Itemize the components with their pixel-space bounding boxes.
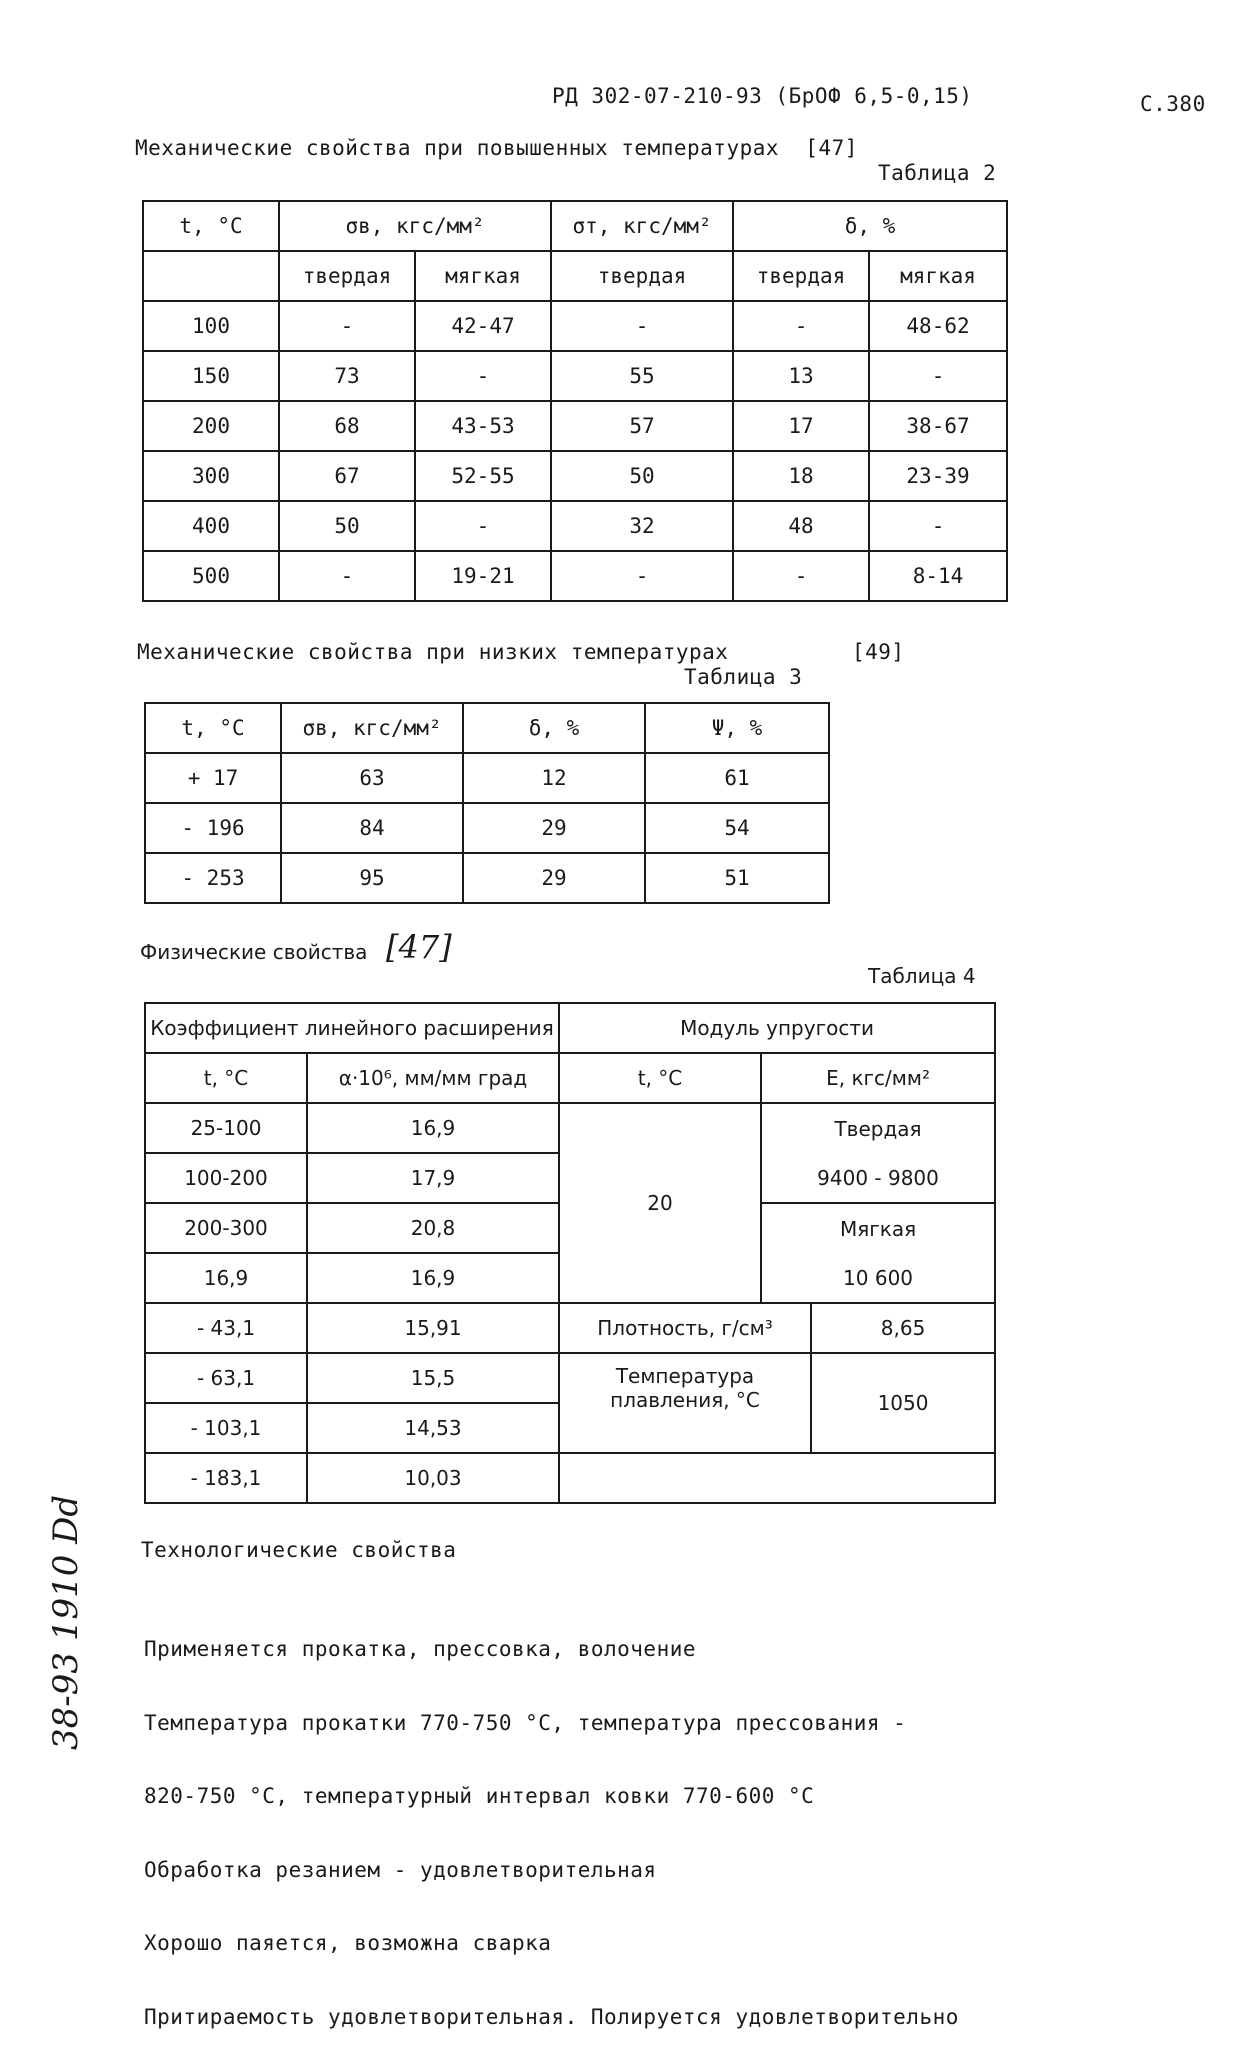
table-cell: 12 bbox=[463, 753, 645, 803]
table-cell: 48 bbox=[733, 501, 869, 551]
table-cell: - bbox=[869, 501, 1007, 551]
table-cell: 67 bbox=[279, 451, 415, 501]
subheader-empty bbox=[143, 251, 279, 301]
table-cell: 300 bbox=[143, 451, 279, 501]
header-temperature: t, °С bbox=[143, 201, 279, 251]
table-row bbox=[143, 401, 1007, 451]
document-reference: РД 302-07-210-93 (БрОФ 6,5-0,15) bbox=[552, 84, 973, 108]
table-cell: - 183,1 bbox=[145, 1453, 307, 1503]
table-cell: 38-67 bbox=[869, 401, 1007, 451]
table-cell: 200 bbox=[143, 401, 279, 451]
table-cell: - bbox=[869, 351, 1007, 401]
table3-title: Механические свойства при низких температурах bbox=[137, 640, 729, 664]
table-row bbox=[145, 1353, 995, 1403]
handwritten-reference: [47] bbox=[386, 928, 452, 966]
melting-label-line1: Температура bbox=[615, 1364, 755, 1388]
table-cell: 51 bbox=[645, 853, 829, 903]
table2-label: Таблица 2 bbox=[878, 161, 997, 185]
table-cell: 500 bbox=[143, 551, 279, 601]
table-cell: 57 bbox=[551, 401, 733, 451]
table-cell: 50 bbox=[551, 451, 733, 501]
table3-label: Таблица 3 bbox=[684, 665, 803, 689]
subheader-hard: твердая bbox=[279, 251, 415, 301]
table-cell: 8-14 bbox=[869, 551, 1007, 601]
table-cell: 14,53 bbox=[307, 1403, 559, 1453]
table-cell: 95 bbox=[281, 853, 463, 903]
table-cell: - 253 bbox=[145, 853, 281, 903]
table-cell: 23-39 bbox=[869, 451, 1007, 501]
table-cell: 63 bbox=[281, 753, 463, 803]
table-cell: 52-55 bbox=[415, 451, 551, 501]
subheader-hard: твердая bbox=[733, 251, 869, 301]
table-cell: 73 bbox=[279, 351, 415, 401]
table-cell: - bbox=[733, 551, 869, 601]
table-cell: 100-200 bbox=[145, 1153, 307, 1203]
table-cell: - bbox=[279, 551, 415, 601]
table-cell: - 196 bbox=[145, 803, 281, 853]
table-cell: - bbox=[279, 301, 415, 351]
modulus-group-header: Модуль упругости bbox=[559, 1003, 995, 1053]
table-cell: 100 bbox=[143, 301, 279, 351]
tech-line: Применяется прокатка, прессовка, волочение bbox=[144, 1637, 697, 1661]
table3-reference: [49] bbox=[852, 640, 905, 664]
table-cell: 68 bbox=[279, 401, 415, 451]
table-cell: 16,9 bbox=[145, 1253, 307, 1303]
table-cell: 150 bbox=[143, 351, 279, 401]
table-cell: - bbox=[415, 351, 551, 401]
header-yield-strength: σт, кгс/мм² bbox=[551, 201, 733, 251]
table-cell: 84 bbox=[281, 803, 463, 853]
header-expansion-coefficient: α·10⁶, мм/мм град bbox=[307, 1053, 559, 1103]
table-cell: 55 bbox=[551, 351, 733, 401]
header-reduction-of-area: Ψ, % bbox=[645, 703, 829, 753]
page-number: С.380 bbox=[1140, 92, 1206, 116]
expansion-group-header: Коэффициент линейного расширения bbox=[145, 1003, 559, 1053]
tech-line: 820-750 °С, температурный интервал ковки 770-600 °С bbox=[144, 1784, 815, 1808]
table-cell: 54 bbox=[645, 803, 829, 853]
table-row bbox=[143, 501, 1007, 551]
table-cell: - bbox=[733, 301, 869, 351]
table-row bbox=[143, 351, 1007, 401]
table4-title: Физические свойства bbox=[140, 940, 368, 964]
table-cell: 43-53 bbox=[415, 401, 551, 451]
table-cell: 48-62 bbox=[869, 301, 1007, 351]
table-cell: 16,9 bbox=[307, 1103, 559, 1153]
header-elongation: δ, % bbox=[463, 703, 645, 753]
tech-line: Хорошо паяется, возможна сварка bbox=[144, 1931, 552, 1955]
table-row bbox=[145, 753, 829, 803]
table2 bbox=[142, 200, 1008, 602]
header-tensile-strength: σв, кгс/мм² bbox=[279, 201, 551, 251]
tech-line: Притираемость удовлетворительная. Полируется удовлетворительно bbox=[144, 2004, 959, 2029]
melting-point-value: 1050 bbox=[811, 1353, 995, 1453]
table4-label: Таблица 4 bbox=[868, 964, 976, 988]
empty-cell bbox=[559, 1453, 995, 1503]
table-cell: 20,8 bbox=[307, 1203, 559, 1253]
table-cell: - bbox=[551, 551, 733, 601]
table-cell: 50 bbox=[279, 501, 415, 551]
tech-line: Температура прокатки 770-750 °С, температура прессования - bbox=[144, 1710, 907, 1735]
table-row bbox=[145, 853, 829, 903]
table-cell: 18 bbox=[733, 451, 869, 501]
header-elongation: δ, % bbox=[733, 201, 1007, 251]
table-row bbox=[145, 1103, 995, 1153]
table-cell: 32 bbox=[551, 501, 733, 551]
table-cell: 10,03 bbox=[307, 1453, 559, 1503]
table-cell: 25-100 bbox=[145, 1103, 307, 1153]
table-cell: 61 bbox=[645, 753, 829, 803]
subheader-hard: твердая bbox=[551, 251, 733, 301]
table-cell: 16,9 bbox=[307, 1253, 559, 1303]
modulus-soft-label: Мягкая bbox=[761, 1203, 995, 1253]
table-cell: - bbox=[415, 501, 551, 551]
table-row bbox=[145, 1303, 995, 1353]
table-cell: - bbox=[551, 301, 733, 351]
table-cell: 29 bbox=[463, 853, 645, 903]
header-elastic-modulus: Е, кгс/мм² bbox=[761, 1053, 995, 1103]
subheader-soft: мягкая bbox=[415, 251, 551, 301]
table-cell: 42-47 bbox=[415, 301, 551, 351]
table-cell: - 43,1 bbox=[145, 1303, 307, 1353]
table4 bbox=[144, 1002, 996, 1504]
table-row bbox=[143, 301, 1007, 351]
density-label: Плотность, г/см³ bbox=[559, 1303, 811, 1353]
table-row bbox=[143, 551, 1007, 601]
modulus-hard-value: 9400 - 9800 bbox=[761, 1153, 995, 1203]
table-cell: 15,91 bbox=[307, 1303, 559, 1353]
table-cell: 400 bbox=[143, 501, 279, 551]
table-row bbox=[145, 1453, 995, 1503]
table-cell: + 17 bbox=[145, 753, 281, 803]
table-cell: 15,5 bbox=[307, 1353, 559, 1403]
density-value: 8,65 bbox=[811, 1303, 995, 1353]
modulus-temperature: 20 bbox=[559, 1103, 761, 1303]
table-cell: - 103,1 bbox=[145, 1403, 307, 1453]
table-cell: 29 bbox=[463, 803, 645, 853]
header-temperature: t, °С bbox=[145, 703, 281, 753]
header-temperature: t, °С bbox=[145, 1053, 307, 1103]
header-tensile-strength: σв, кгс/мм² bbox=[281, 703, 463, 753]
table-cell: 13 bbox=[733, 351, 869, 401]
melting-point-label bbox=[559, 1353, 811, 1453]
tech-section-body bbox=[144, 1588, 959, 2054]
table-cell: 200-300 bbox=[145, 1203, 307, 1253]
tech-section-title: Технологические свойства bbox=[141, 1538, 457, 1562]
modulus-hard-label: Твердая bbox=[761, 1103, 995, 1153]
subheader-soft: мягкая bbox=[869, 251, 1007, 301]
melting-label-line2: плавления, °С bbox=[610, 1388, 760, 1412]
table-cell: 19-21 bbox=[415, 551, 551, 601]
table-row bbox=[143, 451, 1007, 501]
table-cell: - 63,1 bbox=[145, 1353, 307, 1403]
header-temperature: t, °С bbox=[559, 1053, 761, 1103]
table-row bbox=[145, 803, 829, 853]
table2-title: Механические свойства при повышенных температурах [47] bbox=[135, 136, 858, 160]
table-cell: 17 bbox=[733, 401, 869, 451]
table-cell: 17,9 bbox=[307, 1153, 559, 1203]
modulus-soft-value: 10 600 bbox=[761, 1253, 995, 1303]
tech-line: Обработка резанием - удовлетворительная bbox=[144, 1857, 657, 1882]
table3 bbox=[144, 702, 830, 904]
handwritten-margin-note: 38-93 1910 Dd bbox=[46, 1494, 86, 1750]
